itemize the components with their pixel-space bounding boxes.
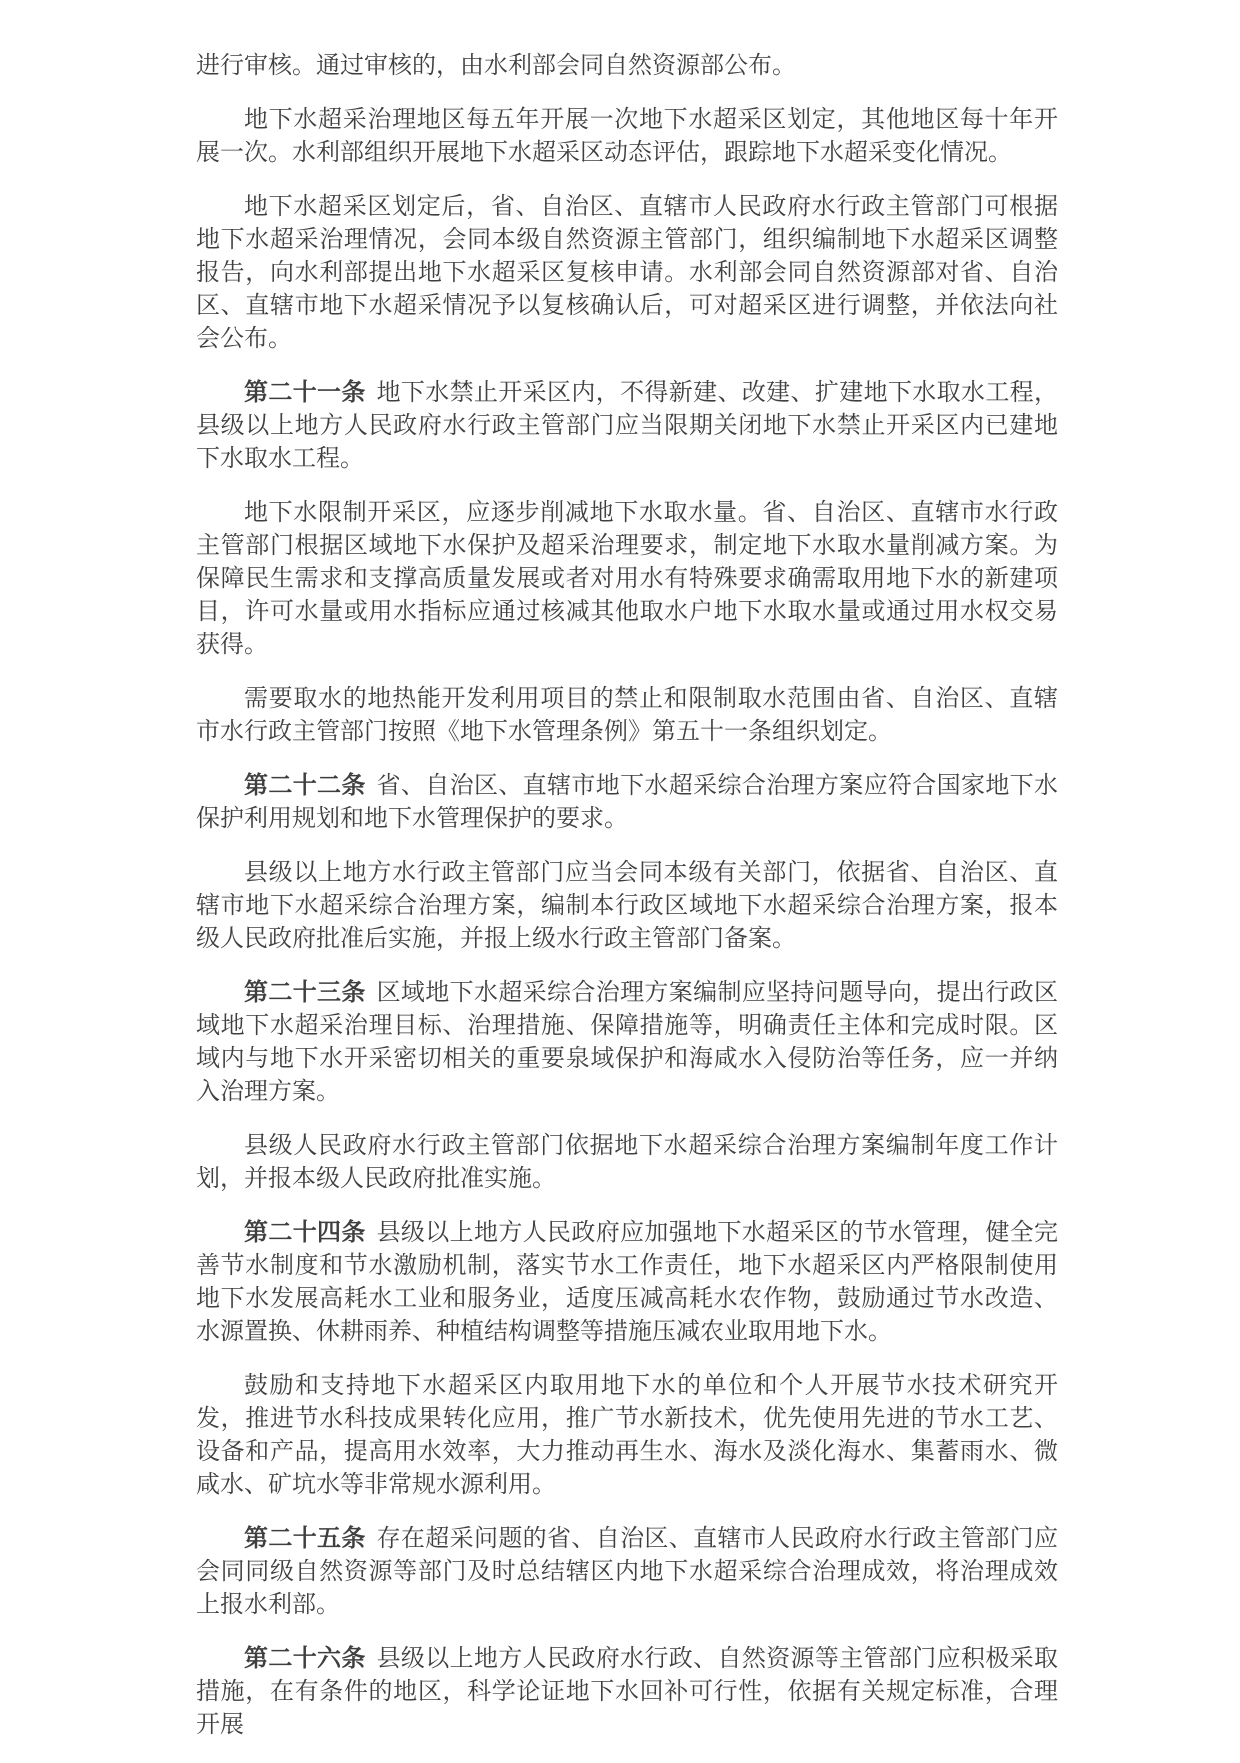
paragraph	[196, 191, 1058, 356]
paragraph	[196, 1217, 1058, 1349]
paragraph-text: 鼓励和支持地下水超采区内取用地下水的单位和个人开展节水技术研究开发，推进节水科技成果转化应用，推广节水新技术，优先使用先进的节水工艺、设备和产品，提高用水效率，大力推动再生水、海水及淡化海水、集蓄雨水、微咸水、矿坑水等非常规水源利用。	[196, 1373, 1058, 1498]
paragraph-text: 地下水禁止开采区内，不得新建、改建、扩建地下水取水工程，县级以上地方人民政府水行政主管部门应当限期关闭地下水禁止开采区内已建地下水取水工程。	[196, 380, 1059, 472]
paragraph	[196, 683, 1058, 749]
paragraph-text: 县级以上地方人民政府应加强地下水超采区的节水管理，健全完善节水制度和节水激励机制，落实节水工作责任，地下水超采区内严格限制使用地下水发展高耗水工业和服务业，适度压减高耗水农作物，鼓励通过节水改造、水源置换、休耕雨养、种植结构调整等措施压减农业取用地下水。	[196, 1220, 1059, 1345]
article-number: 第二十五条	[244, 1526, 366, 1552]
paragraph-text: 省、自治区、直辖市地下水超采综合治理方案应符合国家地下水保护利用规划和地下水管理保护的要求。	[196, 773, 1059, 832]
paragraph	[196, 977, 1058, 1109]
paragraph-text: 地下水超采区划定后，省、自治区、直辖市人民政府水行政主管部门可根据地下水超采治理情况，会同本级自然资源主管部门，组织编制地下水超采区调整报告，向水利部提出地下水超采区复核申请。水利部会同自然资源部对省、自治区、直辖市地下水超采情况予以复核确认后，可对超采区进行调整，并依法向社会公布。	[196, 194, 1058, 352]
paragraph	[196, 1370, 1058, 1502]
paragraph	[196, 104, 1058, 170]
paragraph-text: 地下水限制开采区，应逐步削减地下水取水量。省、自治区、直辖市水行政主管部门根据区域地下水保护及超采治理要求，制定地下水取水量削减方案。为保障民生需求和支撑高质量发展或者对用水有特殊要求确需取用地下水的新建项目，许可水量或用水指标应通过核减其他取水户地下水取水量或通过用水权交易获得。	[196, 500, 1058, 658]
article-number: 第二十四条	[244, 1220, 366, 1246]
article-number: 第二十六条	[244, 1646, 366, 1672]
paragraph	[196, 1130, 1058, 1196]
paragraph	[196, 857, 1058, 956]
article-number: 第二十一条	[244, 380, 366, 406]
paragraph-text: 区域地下水超采综合治理方案编制应坚持问题导向，提出行政区域地下水超采治理目标、治理措施、保障措施等，明确责任主体和完成时限。区域内与地下水开采密切相关的重要泉域保护和海咸水入侵防治等任务，应一并纳入治理方案。	[196, 980, 1059, 1105]
paragraph-text: 进行审核。通过审核的，由水利部会同自然资源部公布。	[196, 53, 796, 79]
paragraph	[196, 377, 1058, 476]
paragraph	[196, 1643, 1058, 1742]
paragraph-text: 县级人民政府水行政主管部门依据地下水超采综合治理方案编制年度工作计划，并报本级人民政府批准实施。	[196, 1133, 1058, 1192]
paragraph	[196, 770, 1058, 836]
article-number: 第二十二条	[244, 773, 366, 799]
paragraph-text: 存在超采问题的省、自治区、直辖市人民政府水行政主管部门应会同同级自然资源等部门及时总结辖区内地下水超采综合治理成效，将治理成效上报水利部。	[196, 1526, 1059, 1618]
paragraph-text: 县级以上地方水行政主管部门应当会同本级有关部门，依据省、自治区、直辖市地下水超采综合治理方案，编制本行政区域地下水超采综合治理方案，报本级人民政府批准后实施，并报上级水行政主管部门备案。	[196, 860, 1058, 952]
paragraph-text: 地下水超采治理地区每五年开展一次地下水超采区划定，其他地区每十年开展一次。水利部组织开展地下水超采区动态评估，跟踪地下水超采变化情况。	[196, 107, 1058, 166]
paragraph-text: 需要取水的地热能开发利用项目的禁止和限制取水范围由省、自治区、直辖市水行政主管部门按照《地下水管理条例》第五十一条组织划定。	[196, 686, 1058, 745]
article-number: 第二十三条	[244, 980, 366, 1006]
paragraph	[196, 50, 1058, 83]
paragraph-text: 县级以上地方人民政府水行政、自然资源等主管部门应积极采取措施，在有条件的地区，科学论证地下水回补可行性，依据有关规定标准，合理开展	[196, 1646, 1059, 1738]
paragraph	[196, 1523, 1058, 1622]
document-page	[196, 50, 1058, 1763]
paragraph	[196, 497, 1058, 662]
